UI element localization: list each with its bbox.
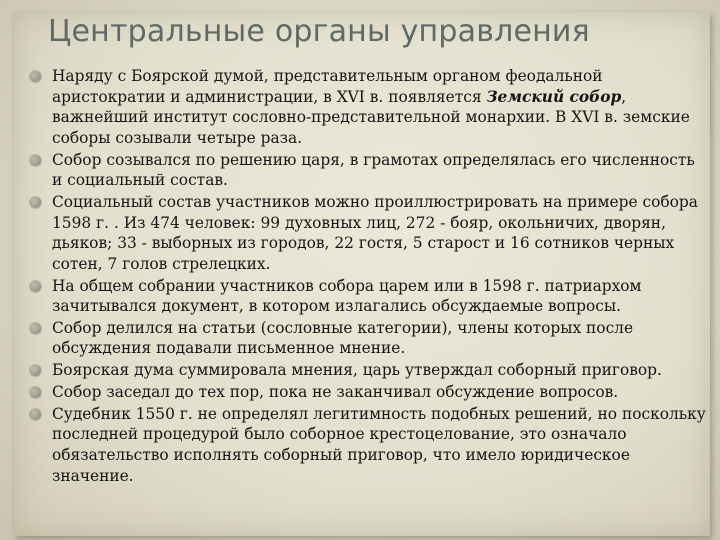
bullet-icon bbox=[30, 409, 41, 420]
bullet-icon bbox=[30, 387, 41, 398]
list-item-6 bbox=[28, 360, 708, 381]
bullet-icon bbox=[30, 71, 41, 82]
list-item-5 bbox=[28, 318, 708, 359]
bullet-icon bbox=[30, 281, 41, 292]
item-text: Собор делился на статьи (сословные категории), члены которых после обсуждения подавали письменное мнение. bbox=[52, 318, 634, 358]
list-item-3 bbox=[28, 192, 708, 274]
item-text-continued: , важнейший институт сословно-представительной монархии. В XVI в. земские соборы созывали четыре раза. bbox=[52, 87, 690, 147]
bullet-icon bbox=[30, 155, 41, 166]
item-text: Собор заседал до тех пор, пока не заканчивал обсуждение вопросов. bbox=[52, 383, 619, 402]
bullet-icon bbox=[30, 197, 41, 208]
list-item-1 bbox=[28, 66, 708, 148]
list-item-7 bbox=[28, 382, 708, 403]
item-text: Боярская дума суммировала мнения, царь утверждал соборный приговор. bbox=[52, 361, 662, 380]
bullet-icon bbox=[30, 365, 41, 376]
item-text: Социальный состав участников можно проиллюстрировать на примере собора 1598 г. . Из 474 человек: 99 духовных лиц, 272 - бояр, окольничих, дворян, дьяков; 33 - выборных из городов, 22 гостя, 5 старост и 16 сотников черных сотен, 7 голов стрелецких. bbox=[52, 192, 698, 273]
item-text: Наряду с Боярской думой, представительным органом феодальной аристократии и администрации, в XVI в. появляется bbox=[52, 67, 603, 106]
bullet-icon bbox=[30, 323, 41, 334]
slide-title: Центральные органы управления bbox=[48, 14, 590, 49]
list-item-2 bbox=[28, 150, 708, 191]
item-text: На общем собрании участников собора царем или в 1598 г. патриархом зачитывался документ, в котором излагались обсуждаемые вопросы. bbox=[52, 276, 642, 316]
list-item-4 bbox=[28, 276, 708, 317]
bullet-list bbox=[28, 66, 708, 486]
item-text: Судебник 1550 г. не определял легитимность подобных решений, но поскольку последней процедурой было соборное крестоцелование, это означало обязательство исполнять соборный приговор, что имело юридическое значение. bbox=[52, 404, 706, 485]
zemsky-sobor-term: Земский собор bbox=[486, 87, 622, 106]
list-item-8 bbox=[28, 404, 708, 486]
item-text: Собор созывался по решению царя, в грамотах определялась его численность и социальный состав. bbox=[52, 150, 695, 190]
